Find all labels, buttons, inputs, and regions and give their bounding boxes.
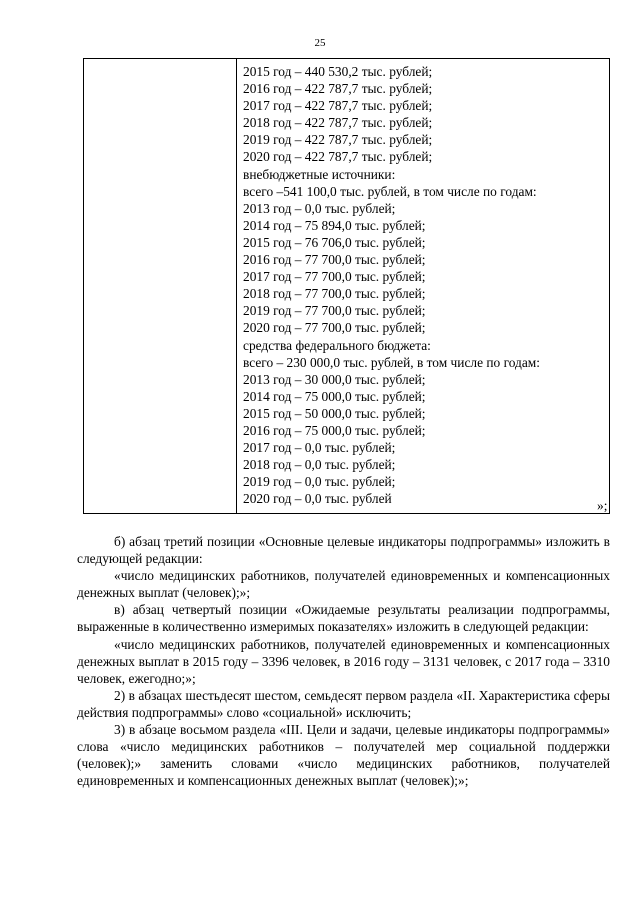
table-line: 2013 год – 0,0 тыс. рублей; xyxy=(243,200,396,216)
table-line: 2015 год – 76 706,0 тыс. рублей; xyxy=(243,234,426,250)
body-text xyxy=(77,533,610,789)
table-column-divider xyxy=(236,59,237,513)
table-line: 2016 год – 422 787,7 тыс. рублей; xyxy=(243,81,433,97)
table-line: 2018 год – 422 787,7 тыс. рублей; xyxy=(243,115,433,131)
table-line: 2014 год – 75 894,0 тыс. рублей; xyxy=(243,217,426,233)
page-number: 25 xyxy=(314,37,326,49)
table-line: 2014 год – 75 000,0 тыс. рублей; xyxy=(243,388,426,404)
body-paragraph: 3) в абзаце восьмом раздела «III. Цели и задачи, целевые индикаторы подпрограммы» слова «число медицинских работников – получателей мер социальной поддержки (человек);» заменить словами «число медицинских работников, получателей единовременных и компенсационных денежных выплат (человек);»; xyxy=(77,722,610,789)
table-line: 2017 год – 422 787,7 тыс. рублей; xyxy=(243,98,433,114)
table-cell-content xyxy=(243,63,598,507)
table-line: 2018 год – 77 700,0 тыс. рублей; xyxy=(243,286,426,302)
table-line: 2019 год – 77 700,0 тыс. рублей; xyxy=(243,303,426,319)
table-closing-quote: »; xyxy=(597,498,608,513)
body-paragraph: «число медицинских работников, получателей единовременных и компенсационных денежных выплат в 2015 году – 3396 человек, в 2016 году – 3131 человек, с 2017 года – 3310 человек, ежегодно;»; xyxy=(77,636,610,686)
body-paragraph: 2) в абзацах шестьдесят шестом, семьдесят первом раздела «II. Характеристика сферы действия подпрограммы» слово «социальной» исключить; xyxy=(77,687,610,720)
table-line: 2016 год – 75 000,0 тыс. рублей; xyxy=(243,422,426,438)
table-line: 2017 год – 77 700,0 тыс. рублей; xyxy=(243,269,426,285)
table-line: 2019 год – 422 787,7 тыс. рублей; xyxy=(243,132,433,148)
body-paragraph: в) абзац четвертый позиции «Ожидаемые результаты реализации подпрограммы, выраженные в количественно измеримых показателях» изложить в следующей редакции: xyxy=(77,602,610,635)
table-line: всего –541 100,0 тыс. рублей, в том числе по годам: xyxy=(243,183,537,199)
body-paragraph: б) абзац третий позиции «Основные целевые индикаторы подпрограммы» изложить в следующей редакции: xyxy=(77,534,610,567)
table-line: всего – 230 000,0 тыс. рублей, в том числе по годам: xyxy=(243,354,540,370)
table-line: 2013 год – 30 000,0 тыс. рублей; xyxy=(243,371,426,387)
body-paragraph: «число медицинских работников, получателей единовременных и компенсационных денежных выплат (человек);»; xyxy=(77,568,610,601)
table-line: 2018 год – 0,0 тыс. рублей; xyxy=(243,457,396,473)
table-line: 2020 год – 0,0 тыс. рублей xyxy=(243,491,392,507)
table-line: 2015 год – 440 530,2 тыс. рублей; xyxy=(243,64,433,79)
table-line: 2019 год – 0,0 тыс. рублей; xyxy=(243,474,396,490)
table-line: 2020 год – 422 787,7 тыс. рублей; xyxy=(243,149,433,165)
table-line: 2017 год – 0,0 тыс. рублей; xyxy=(243,440,396,456)
table-line: средства федерального бюджета: xyxy=(243,337,431,353)
table-line: 2020 год – 77 700,0 тыс. рублей; xyxy=(243,320,426,336)
table-line: 2016 год – 77 700,0 тыс. рублей; xyxy=(243,252,426,268)
table-line: 2015 год – 50 000,0 тыс. рублей; xyxy=(243,405,426,421)
table-line: внебюджетные источники: xyxy=(243,166,396,182)
